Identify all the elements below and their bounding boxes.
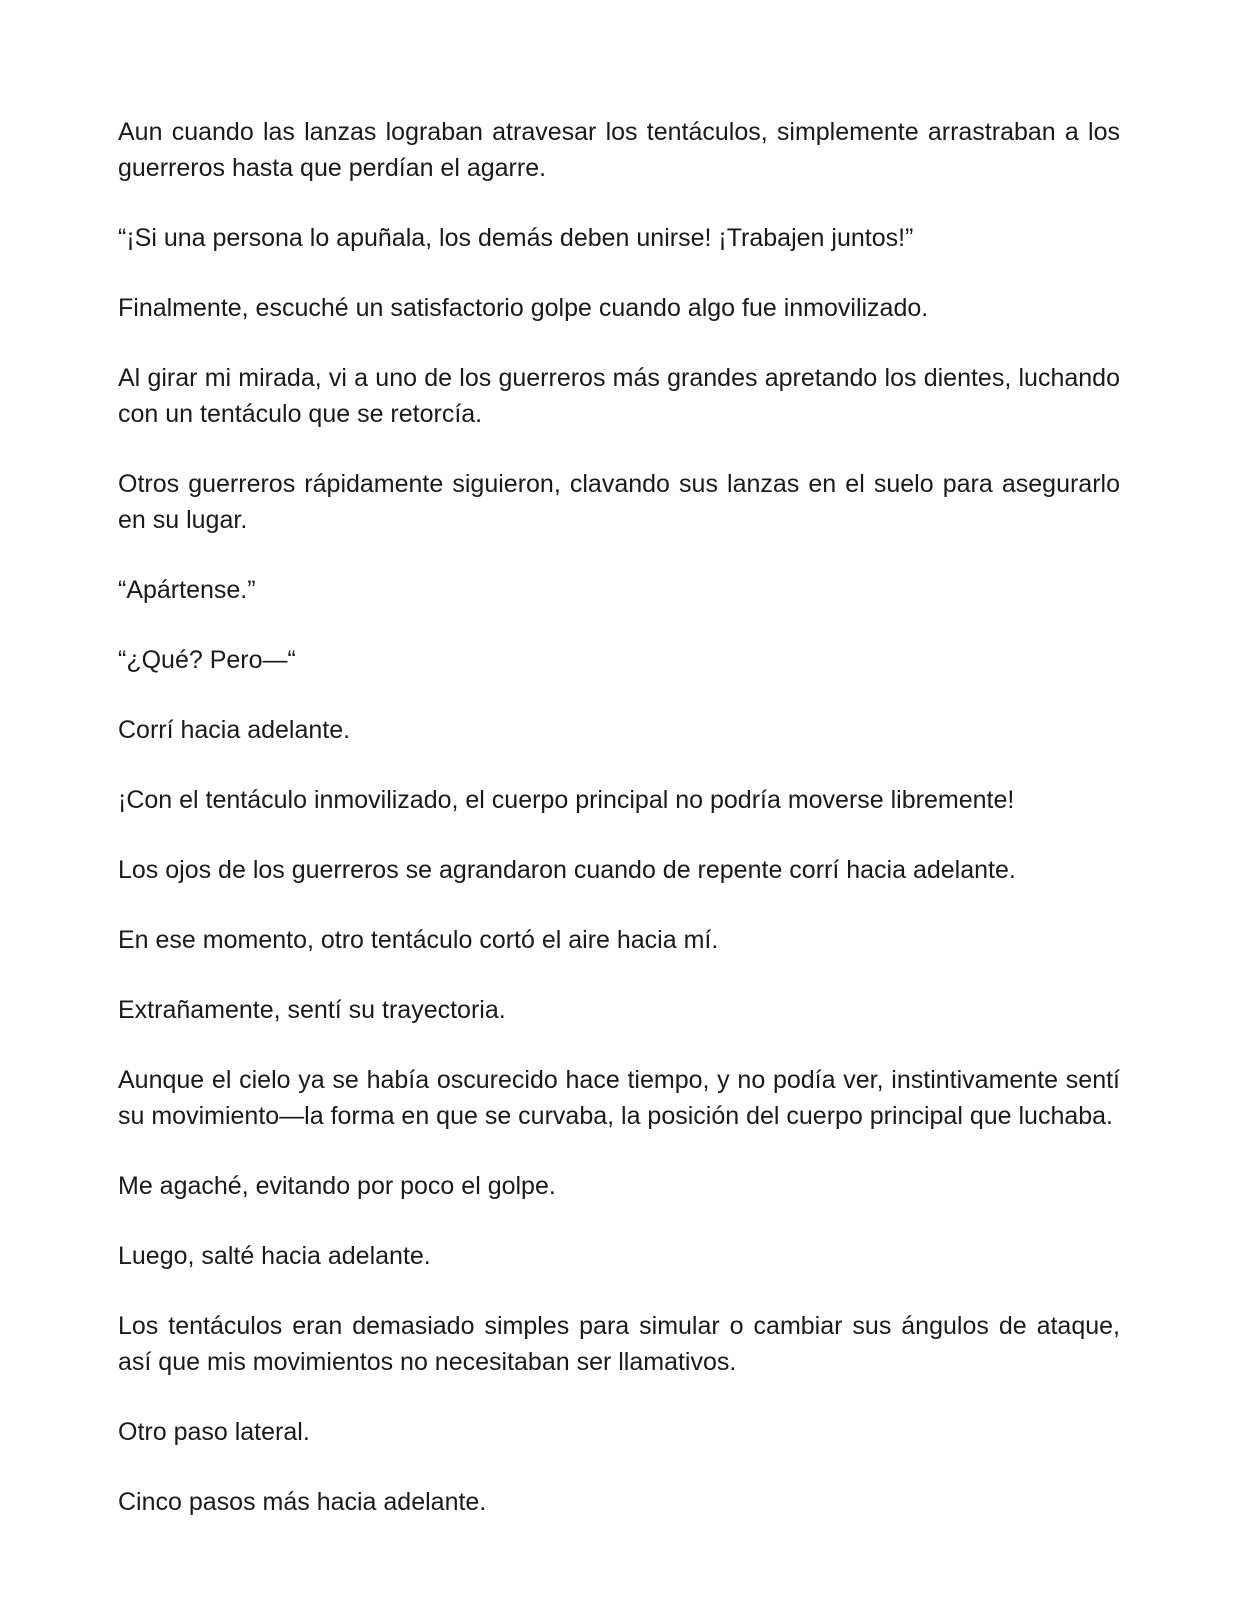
paragraph: ¡Con el tentáculo inmovilizado, el cuerpo principal no podría moverse libremente! (118, 786, 1015, 814)
paragraph: En ese momento, otro tentáculo cortó el aire hacia mí. (118, 926, 719, 954)
paragraph: Me agaché, evitando por poco el golpe. (118, 1172, 556, 1200)
paragraph: “Apártense.” (118, 576, 256, 604)
paragraph: Extrañamente, sentí su trayectoria. (118, 996, 506, 1024)
paragraph: Otros guerreros rápidamente siguieron, clavando sus lanzas en el suelo para asegurarlo en su lugar. (118, 470, 1120, 534)
paragraph: Al girar mi mirada, vi a uno de los guerreros más grandes apretando los dientes, luchando con un tentáculo que se retorcía. (118, 364, 1120, 428)
paragraph: “¿Qué? Pero—“ (118, 646, 296, 674)
paragraph: Finalmente, escuché un satisfactorio golpe cuando algo fue inmovilizado. (118, 294, 929, 322)
paragraph: Aunque el cielo ya se había oscurecido hace tiempo, y no podía ver, instintivamente sentí su movimiento—la forma en que se curvaba, la posición del cuerpo principal que luchaba. (118, 1066, 1120, 1130)
paragraph: Los tentáculos eran demasiado simples para simular o cambiar sus ángulos de ataque, así que mis movimientos no necesitaban ser llamativos. (118, 1312, 1120, 1376)
paragraph: Los ojos de los guerreros se agrandaron cuando de repente corrí hacia adelante. (118, 856, 1016, 884)
paragraph: Corrí hacia adelante. (118, 716, 351, 744)
paragraph: Cinco pasos más hacia adelante. (118, 1488, 487, 1516)
paragraph: Luego, salté hacia adelante. (118, 1242, 431, 1270)
paragraph: Otro paso lateral. (118, 1418, 310, 1446)
paragraph: “¡Si una persona lo apuñala, los demás deben unirse! ¡Trabajen juntos!” (118, 224, 914, 252)
paragraph: Aun cuando las lanzas lograban atravesar los tentáculos, simplemente arrastraban a los guerreros hasta que perdían el agarre. (118, 118, 1120, 182)
body-text (118, 114, 1120, 1554)
